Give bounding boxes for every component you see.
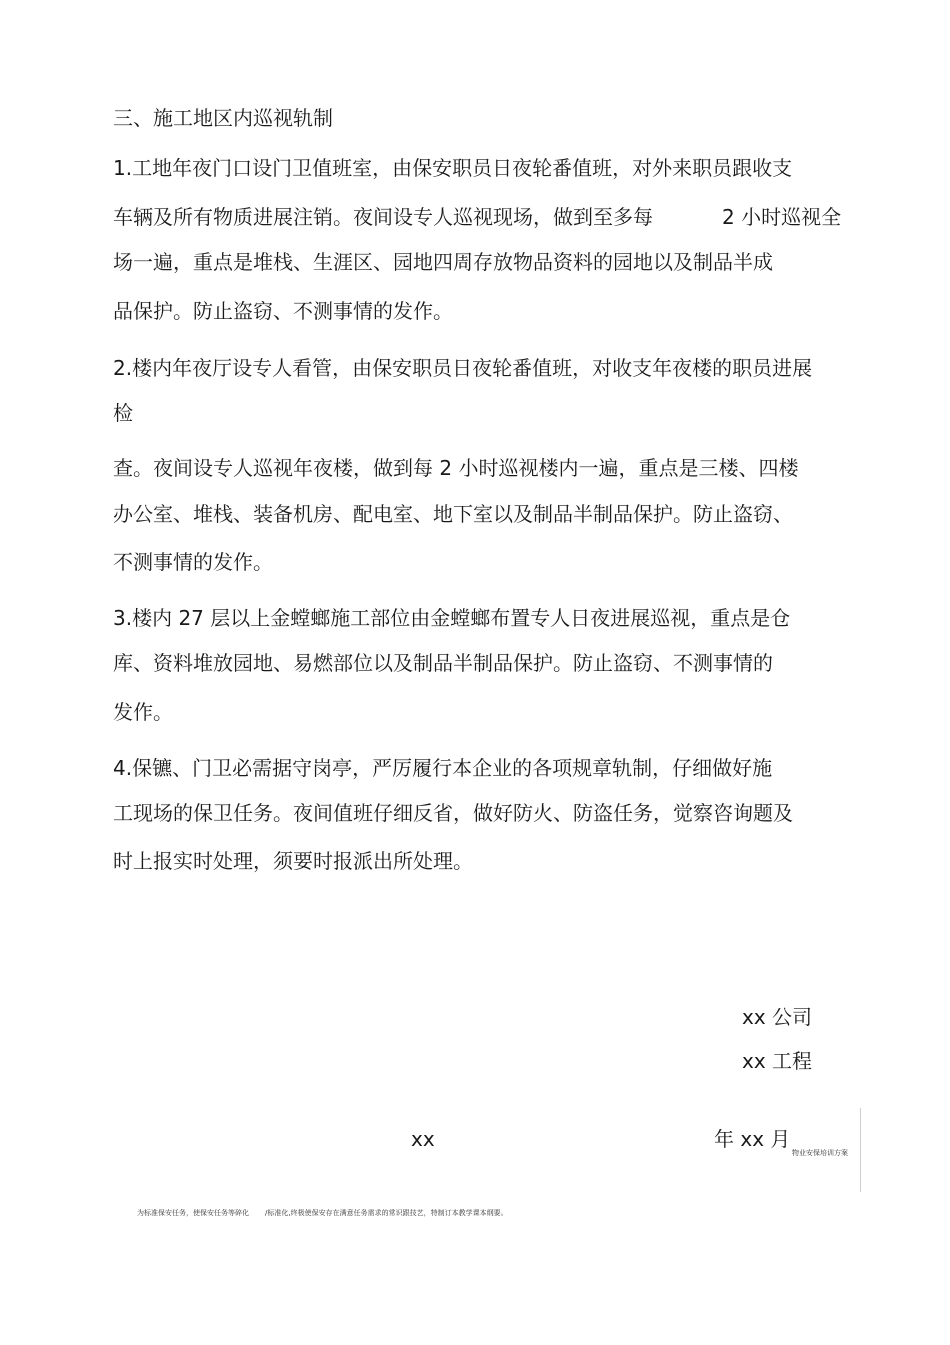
- section-title: 三、施工地区内巡视轨制: [113, 106, 333, 130]
- footer-divider: [860, 1108, 861, 1192]
- signature-date-right: 年 xx 月: [714, 1127, 791, 1151]
- paragraph-4-line-2: 工现场的保卫任务。夜间值班仔细反省，做好防火、防盗任务，觉察咨询题及: [113, 801, 793, 825]
- paragraph-3-line-1: 3.楼内 27 层以上金螳螂施工部位由金螳螂布置专人日夜进展巡视，重点是仓: [113, 606, 791, 630]
- paragraph-3-line-3: 发作。: [113, 700, 173, 724]
- signature-project: xx 工程: [742, 1049, 813, 1073]
- paragraph-2-line-3: 查。夜间设专人巡视年夜楼，做到每 2 小时巡视楼内一遍，重点是三楼、四楼: [113, 456, 799, 480]
- paragraph-3-line-2: 库、资料堆放园地、易燃部位以及制品半制品保护。防止盗窃、不测事情的: [113, 651, 773, 675]
- paragraph-1-line-2: 车辆及所有物质进展注销。夜间设专人巡视现场，做到至多每: [113, 205, 653, 229]
- paragraph-4-line-1: 4.保镳、门卫必需据守岗亭，严厉履行本企业的各项规章轨制，仔细做好施: [113, 756, 773, 780]
- paragraph-4-line-3: 时上报实时处理，须要时报派出所处理。: [113, 849, 473, 873]
- paragraph-1-line-4: 品保护。防止盗窃、不测事情的发作。: [113, 299, 453, 323]
- paragraph-1-line-2-tail: 2 小时巡视全: [722, 205, 842, 229]
- paragraph-2-line-1: 2.楼内年夜厅设专人看管，由保安职员日夜轮番值班，对收支年夜楼的职员进展: [113, 356, 813, 380]
- paragraph-1-line-3: 场一遍，重点是堆栈、生涯区、园地四周存放物品资料的园地以及制品半成: [113, 250, 773, 274]
- footer-note-part-2: /标准化,终极使保安存在满意任务需求的常识跟技艺，特制订本教学课本纲要。: [265, 1209, 508, 1217]
- paragraph-1-line-1: 1.工地年夜门口设门卫值班室，由保安职员日夜轮番值班，对外来职员跟收支: [113, 156, 793, 180]
- footer-right-label: 物业安保培训方案: [792, 1149, 848, 1157]
- paragraph-2-line-4: 办公室、堆栈、装备机房、配电室、地下室以及制品半制品保护。防止盗窃、: [113, 502, 793, 526]
- signature-date-left: xx: [411, 1127, 435, 1151]
- paragraph-2-line-2: 检: [113, 401, 133, 425]
- signature-company: xx 公司: [742, 1005, 813, 1029]
- paragraph-2-line-5: 不测事情的发作。: [113, 550, 273, 574]
- footer-note-part-1: 为标准保安任务，使保安任务等碎化: [137, 1209, 249, 1217]
